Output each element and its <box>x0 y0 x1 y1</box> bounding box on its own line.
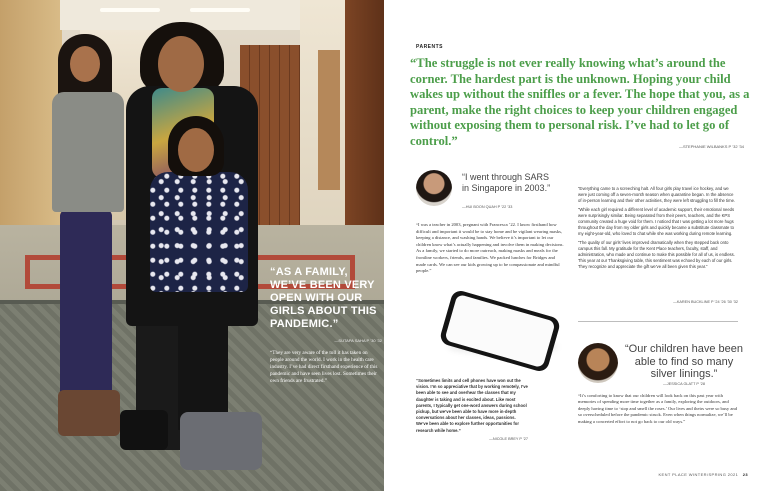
page-footer <box>658 472 748 477</box>
main-quote-attribution: —STEPHANIE WILBANKS P ’32 ’34 <box>678 144 744 149</box>
main-quote: “The struggle is not ever really knowing what’s around the corner. The hardest part is the unknown. Hoping your child wakes up without the sniffles or a fever. The hope that you, as a parent, make the right choices to keep your children engaged without exposing them to personal risk. I’ve had to let go of control.” <box>410 56 750 148</box>
younger-girl-legs <box>178 290 228 430</box>
parent-portrait-icon <box>578 343 618 383</box>
younger-girl-face <box>178 128 214 172</box>
smartphone-icon <box>438 289 561 374</box>
publication-name: KENT PLACE WINTER/SPRING 2021 <box>658 472 739 477</box>
phone-quote: “Sometimes limits and cell phones have won out the vision. I’m so appreciative that by working remotely, I’ve been able to see and overhear the classes that my daughter is taking and is excited about. Like most parents, I typically get one-word answers during school pickup, but we’ve been able to have more in-depth conversations about her classes, ideas, passions. We’ve been able to explore further opportunities for research while home.” <box>416 378 528 433</box>
pull-quote-sars-attribution: —HUI BOON QUAH P ’22 ’33 <box>462 205 513 209</box>
older-girl-boots <box>58 390 120 436</box>
pull-quote-silver-linings-attribution: —JESSICA GLATT P ’28 <box>663 382 705 386</box>
older-girl-face <box>70 46 100 82</box>
body-paragraph: “Everything came to a screeching halt. All four girls play travel ice hockey, and we were just coming off a seven-month season when quarantine began. In the absence of in-person learning and their other activities, they were left struggling to fill the time. <box>578 186 736 204</box>
younger-girl-star-top <box>150 172 248 292</box>
pull-quote-sars: “I went through SARS in Singapore in 2003.” <box>462 172 551 193</box>
photo-quote-attribution: —SUTAPA SAHA P ’30 ’32 <box>334 338 382 343</box>
divider <box>578 321 738 322</box>
body-text-right <box>578 186 738 273</box>
mother-boots <box>120 410 168 450</box>
phone-screen <box>444 294 555 368</box>
hallway-door-right <box>318 50 340 190</box>
body-text-right-attribution: —KAREN BUCKLINE P ’24 ’26 ’30 ’32 <box>673 300 738 304</box>
pull-quote-silver-linings: “Our children have been able to find so many silver linings.” <box>624 343 743 381</box>
older-girl-legs <box>60 210 112 400</box>
text-page <box>384 0 768 491</box>
page-number: 23 <box>742 472 748 477</box>
body-paragraph: “The quality of our girls’ lives improved dramatically when they stepped back onto campus this fall. My gratitude for the Kent Place teachers, faculty, staff, and administration, who made and continue to make this possible for all of us, is endless. This year at our Thanksgiving table, this sentiment was echoed by each of our girls. They recognize and appreciate the gift we’ve all been given this year.” <box>578 239 735 270</box>
section-label: PARENTS <box>416 44 444 50</box>
body-paragraph: “While each girl required a different level of academic support, their emotional needs were surprisingly similar. Being separated from their peers, teachers, and the KPS community created a huge void for them. I noticed that I was getting a lot more hugs throughout the day from my older girls and quickly became a substitute classmate to my eight-year-old, who loved to chat while she was working during remote learning. <box>578 206 735 237</box>
body-text-bottom: “It’s comforting to know that our children will look back on this past year with memories of spending more time together as a family, exploring the outdoors, and deeply having time to ‘stop and smell the roses.’ Our lives and theirs were so busy and so overscheduled before the pandemic struck. Even when things normalize, we’ll be making a concerted effort to not go back to our old ways.” <box>578 393 738 424</box>
parent-portrait-icon <box>416 170 452 206</box>
body-text-left: “I was a teacher in 2003, pregnant with Francesca ’22. I know firsthand how difficult and important it would be to stay home and be vigilant wearing masks, keeping a distance, and washing hands. We believe it’s important to let our children know what’s actually happening and involve them in making decisions. As a family, we started to do more outreach, making masks and meals for the frontline workers, friends, and families. We packed lunches for Bridges and made cards. We can see our kids growing up to be compassionate and mindful people.” <box>416 222 564 274</box>
photo-pull-quote: “AS A FAMILY, WE’VE BEEN VERY OPEN WITH OUR GIRLS ABOUT THIS PANDEMIC.” <box>270 266 377 330</box>
mother-face <box>158 36 204 92</box>
photo-caption: “They are very aware of the toll it has taken on people around the world. I work in the health care industry. I’ve had direct firsthand experience of this pandemic and have seen lives lost. Sometimes their own friends are frustrated.” <box>270 350 378 384</box>
phone-quote-attribution: —NICOLE BREY P ’27 <box>489 437 528 441</box>
younger-girl-boots <box>180 412 262 470</box>
older-girl-sweater <box>52 92 124 212</box>
